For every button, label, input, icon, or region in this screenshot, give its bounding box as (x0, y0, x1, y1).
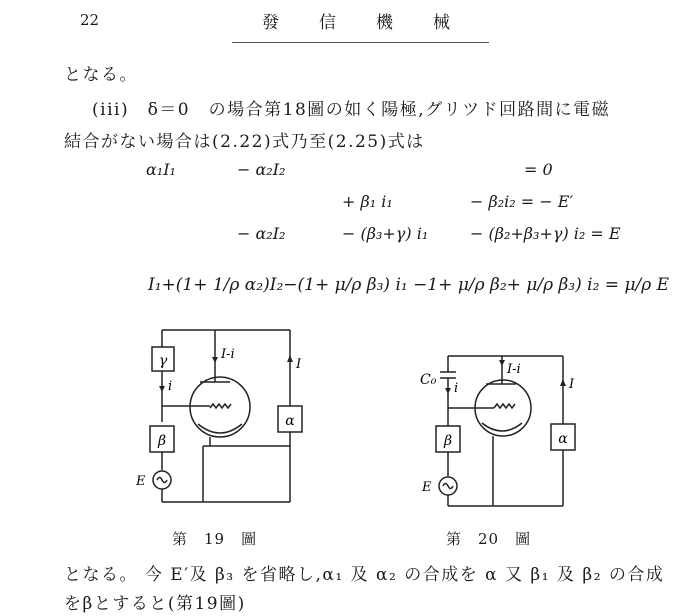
fig20-cap-label: C₀ (420, 372, 437, 388)
eq-row3-term-b: − (β₃+γ) i₁ (342, 224, 429, 243)
figure-19-caption: 第 19 圖 (172, 530, 258, 548)
fig19-alpha-label: α (285, 413, 295, 429)
figure-19-diagram (132, 322, 314, 512)
paragraph-line-4: となる。 今 E′及 β₃ を省略し,α₁ 及 α₂ の合成を α 又 β₁ 及 β₂ の合成 (64, 565, 665, 585)
running-title: 發 信 機 械 (262, 13, 452, 33)
paragraph-line-5: をβとすると(第19圖) (64, 594, 246, 614)
fig19-plate-current-label: I-i (221, 347, 235, 362)
fig19-current-label: I (296, 357, 302, 372)
fig20-alpha-label: α (558, 431, 568, 447)
fig20-plate-current-label: I-i (507, 362, 521, 377)
paragraph-line-3: 結合がない場合は(2.22)式乃至(2.25)式は (64, 132, 425, 152)
header-rule (232, 42, 489, 43)
fig20-grid-current-label: i (454, 381, 459, 396)
paragraph-line-2: (iii) δ＝0 の場合第18圖の如く陽極,グリツド回路間に電磁 (92, 100, 611, 120)
fig20-beta-label: β (443, 433, 453, 449)
eq-row2-term-b: − β₂i₂ = − E′ (470, 192, 574, 211)
figure-20-diagram (418, 346, 598, 514)
eq-row2-term-a: + β₁ i₁ (342, 192, 393, 211)
fig19-beta-label: β (157, 433, 167, 449)
fig19-source-label: E (136, 474, 146, 489)
fig19-gamma-label: γ (158, 353, 168, 369)
fig20-current-label: I (569, 377, 575, 392)
eq-row3-term-a: − α₂I₂ (237, 224, 286, 243)
eq-row3-term-c: − (β₂+β₃+γ) i₂ = E (470, 224, 621, 243)
eq-row1-rhs: = 0 (524, 160, 553, 179)
tube-envelope (190, 377, 250, 437)
fig19-grid-current-label: i (168, 379, 173, 394)
page-number: 22 (80, 11, 100, 29)
eq-long: I₁+(1+ 1/ρ α₂)I₂−(1+ μ/ρ β₃) i₁ −1+ μ/ρ β₂+ μ/ρ β₃) i₂ = μ/ρ E (148, 275, 670, 295)
figure-20-caption: 第 20 圖 (446, 530, 532, 548)
eq-row1-term-a: α₁I₁ (146, 160, 176, 179)
paragraph-line-1: となる。 (64, 65, 138, 85)
fig20-source-label: E (422, 480, 432, 495)
eq-row1-term-b: − α₂I₂ (237, 160, 286, 179)
